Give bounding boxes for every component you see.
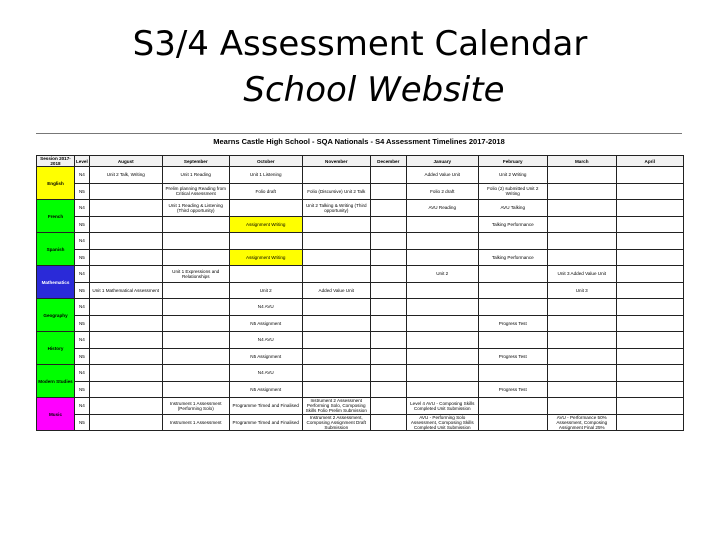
calendar-cell: Unit 1 Expressions and Relationships xyxy=(162,266,229,283)
column-header: August xyxy=(89,156,162,167)
calendar-cell xyxy=(162,381,229,398)
subject-cell: Mathematics xyxy=(37,266,75,299)
calendar-cell xyxy=(616,315,683,332)
calendar-cell xyxy=(547,348,616,365)
calendar-cell xyxy=(547,216,616,233)
calendar-cell xyxy=(89,216,162,233)
level-cell: N5 xyxy=(75,216,90,233)
calendar-cell xyxy=(370,282,406,299)
calendar-cell xyxy=(616,183,683,200)
calendar-cell: N4 AVU xyxy=(229,299,302,316)
table-row xyxy=(37,200,684,217)
calendar-cell xyxy=(370,200,406,217)
calendar-cell xyxy=(302,381,370,398)
calendar-cell xyxy=(302,299,370,316)
calendar-cell: Folio (Discursive) Unit 2 Talk xyxy=(302,183,370,200)
level-cell: N5 xyxy=(75,381,90,398)
table-row xyxy=(37,249,684,266)
slide-subtitle: School Website xyxy=(243,70,505,110)
calendar-cell xyxy=(406,348,478,365)
calendar-cell xyxy=(478,414,547,431)
calendar-cell xyxy=(547,183,616,200)
calendar-cell: Unit 2 xyxy=(229,282,302,299)
column-header: September xyxy=(162,156,229,167)
calendar-cell xyxy=(370,233,406,250)
column-header: Level xyxy=(75,156,90,167)
calendar-cell xyxy=(616,167,683,184)
calendar-cell xyxy=(370,332,406,349)
calendar-cell xyxy=(162,365,229,382)
calendar-cell xyxy=(302,348,370,365)
calendar-cell xyxy=(547,249,616,266)
calendar-cell xyxy=(89,266,162,283)
calendar-cell xyxy=(302,365,370,382)
calendar-cell: Instrument 1 Assessment (Performing Solo) xyxy=(162,398,229,415)
calendar-cell xyxy=(162,282,229,299)
calendar-cell xyxy=(547,381,616,398)
calendar-cell: Unit 1 Reading & Listening (Third opportunity) xyxy=(162,200,229,217)
calendar-cell xyxy=(406,332,478,349)
calendar-cell xyxy=(406,315,478,332)
calendar-cell: Instrument 2 Assessment Performing Solo, Composing Skills Folio Prelim Submission xyxy=(302,398,370,415)
calendar-cell xyxy=(616,216,683,233)
calendar-cell xyxy=(302,249,370,266)
calendar-cell xyxy=(478,365,547,382)
column-header: January xyxy=(406,156,478,167)
calendar-cell: N4 AVU xyxy=(229,332,302,349)
calendar-cell: Prelim planning Reading from Critical Assessment xyxy=(162,183,229,200)
table-row xyxy=(37,365,684,382)
calendar-cell xyxy=(229,200,302,217)
column-header: November xyxy=(302,156,370,167)
calendar-cell xyxy=(370,183,406,200)
calendar-cell xyxy=(406,216,478,233)
calendar-cell xyxy=(547,332,616,349)
table-row xyxy=(37,398,684,415)
calendar-cell xyxy=(370,249,406,266)
calendar-cell: Progress Test xyxy=(478,315,547,332)
calendar-cell xyxy=(616,381,683,398)
calendar-cell xyxy=(302,332,370,349)
calendar-cell xyxy=(406,249,478,266)
level-cell: N4 xyxy=(75,398,90,415)
calendar-cell xyxy=(302,216,370,233)
calendar-cell xyxy=(89,200,162,217)
column-header: December xyxy=(370,156,406,167)
calendar-cell xyxy=(547,315,616,332)
calendar-cell xyxy=(406,233,478,250)
calendar-cell xyxy=(89,348,162,365)
calendar-cell xyxy=(370,167,406,184)
level-cell: N5 xyxy=(75,183,90,200)
level-cell: N4 xyxy=(75,167,90,184)
calendar-cell: Folio (2) submitted Unit 2 Writing xyxy=(478,183,547,200)
table-row xyxy=(37,233,684,250)
calendar-cell xyxy=(162,233,229,250)
calendar-cell xyxy=(616,233,683,250)
sheet-title: Mearns Castle High School - SQA Nationals - S4 Assessment Timelines 2017-2018 xyxy=(213,137,505,146)
subject-cell: Modern Studies xyxy=(37,365,75,398)
calendar-cell xyxy=(370,315,406,332)
calendar-cell xyxy=(89,183,162,200)
level-cell: N4 xyxy=(75,365,90,382)
table-row xyxy=(37,282,684,299)
level-cell: N5 xyxy=(75,414,90,431)
calendar-cell xyxy=(370,381,406,398)
calendar-cell xyxy=(406,381,478,398)
calendar-cell xyxy=(547,200,616,217)
level-cell: N5 xyxy=(75,348,90,365)
calendar-cell xyxy=(616,266,683,283)
calendar-cell xyxy=(162,315,229,332)
calendar-cell xyxy=(547,299,616,316)
calendar-cell xyxy=(89,332,162,349)
calendar-cell xyxy=(616,398,683,415)
level-cell: N5 xyxy=(75,282,90,299)
calendar-cell: Unit 2 Writing xyxy=(478,167,547,184)
level-cell: N4 xyxy=(75,299,90,316)
calendar-cell: N5 Assignment xyxy=(229,315,302,332)
calendar-cell xyxy=(370,365,406,382)
calendar-cell: AVU - Performance 50% Assessment, Composing Assignment Final 25% xyxy=(547,414,616,431)
calendar-cell xyxy=(406,365,478,382)
calendar-cell: Unit 3 xyxy=(547,282,616,299)
calendar-cell: AVU Talking xyxy=(478,200,547,217)
calendar-cell xyxy=(89,315,162,332)
calendar-cell xyxy=(616,332,683,349)
calendar-cell xyxy=(162,348,229,365)
calendar-cell xyxy=(89,414,162,431)
calendar-cell: Unit 1 Listening xyxy=(229,167,302,184)
calendar-cell: Unit 2 xyxy=(406,266,478,283)
calendar-cell: AVU Reading xyxy=(406,200,478,217)
calendar-cell xyxy=(478,233,547,250)
calendar-cell: N5 Assignment xyxy=(229,381,302,398)
calendar-cell: Added Value Unit xyxy=(406,167,478,184)
column-header: October xyxy=(229,156,302,167)
table-row xyxy=(37,216,684,233)
calendar-cell xyxy=(478,299,547,316)
subject-cell: English xyxy=(37,167,75,200)
calendar-cell xyxy=(89,233,162,250)
calendar-cell xyxy=(89,365,162,382)
calendar-cell xyxy=(302,167,370,184)
calendar-cell: Unit 3 Added Value Unit xyxy=(547,266,616,283)
calendar-cell: Instrument 2 Assessment, Composing Assignment Draft Submission xyxy=(302,414,370,431)
level-cell: N4 xyxy=(75,332,90,349)
subject-cell: French xyxy=(37,200,75,233)
level-cell: N5 xyxy=(75,315,90,332)
calendar-cell: Folio draft xyxy=(229,183,302,200)
calendar-cell: Unit 2 Talk, Writing xyxy=(89,167,162,184)
calendar-cell: Folio 2 draft xyxy=(406,183,478,200)
column-header: Session 2017-2018 xyxy=(37,156,75,167)
calendar-cell xyxy=(370,398,406,415)
calendar-cell: Programme Timed and Finalised xyxy=(229,414,302,431)
table-row xyxy=(37,348,684,365)
calendar-cell xyxy=(547,365,616,382)
calendar-cell xyxy=(89,299,162,316)
table-row xyxy=(37,315,684,332)
calendar-cell xyxy=(406,299,478,316)
calendar-cell xyxy=(229,233,302,250)
subject-cell: Music xyxy=(37,398,75,431)
table-row xyxy=(37,266,684,283)
calendar-cell xyxy=(616,282,683,299)
calendar-cell xyxy=(89,381,162,398)
calendar-cell xyxy=(406,282,478,299)
calendar-cell xyxy=(616,249,683,266)
calendar-cell xyxy=(162,249,229,266)
sheet-border xyxy=(36,133,682,134)
calendar-cell xyxy=(616,365,683,382)
calendar-cell xyxy=(302,233,370,250)
header-row xyxy=(37,156,684,167)
calendar-cell xyxy=(616,348,683,365)
calendar-cell: Talking Performance xyxy=(478,249,547,266)
calendar-cell: Programme Timed and Finalised xyxy=(229,398,302,415)
calendar-cell xyxy=(370,299,406,316)
table-row xyxy=(37,414,684,431)
calendar-cell: Talking Performance xyxy=(478,216,547,233)
calendar-cell: Unit 2 Talking & Writing (Third opportunity) xyxy=(302,200,370,217)
calendar-cell xyxy=(370,348,406,365)
table-row xyxy=(37,167,684,184)
subject-cell: Geography xyxy=(37,299,75,332)
table-row xyxy=(37,183,684,200)
calendar-cell: Unit 1 Mathematical Assessment xyxy=(89,282,162,299)
calendar-cell xyxy=(302,266,370,283)
calendar-cell xyxy=(478,398,547,415)
subject-cell: Spanish xyxy=(37,233,75,266)
calendar-cell xyxy=(616,414,683,431)
calendar-cell xyxy=(162,216,229,233)
calendar-cell: Assignment Writing xyxy=(229,249,302,266)
calendar-cell xyxy=(89,249,162,266)
level-cell: N5 xyxy=(75,249,90,266)
calendar-cell: N4 AVU xyxy=(229,365,302,382)
column-header: April xyxy=(616,156,683,167)
calendar-cell xyxy=(370,414,406,431)
column-header: March xyxy=(547,156,616,167)
calendar-cell xyxy=(229,266,302,283)
calendar-cell: Added Value Unit xyxy=(302,282,370,299)
calendar-cell: N5 Assignment xyxy=(229,348,302,365)
calendar-cell xyxy=(616,200,683,217)
level-cell: N4 xyxy=(75,233,90,250)
calendar-cell: Unit 1 Reading xyxy=(162,167,229,184)
calendar-cell: Instrument 1 Assessment xyxy=(162,414,229,431)
calendar-cell: AVU - Performing Solo Assessment, Composing Skills Completed Unit Submission xyxy=(406,414,478,431)
calendar-cell xyxy=(478,282,547,299)
calendar-cell: Progress Test xyxy=(478,381,547,398)
calendar-cell xyxy=(547,167,616,184)
column-header: February xyxy=(478,156,547,167)
level-cell: N4 xyxy=(75,200,90,217)
calendar-cell xyxy=(302,315,370,332)
table-row xyxy=(37,381,684,398)
calendar-cell xyxy=(370,266,406,283)
subject-cell: History xyxy=(37,332,75,365)
calendar-cell xyxy=(370,216,406,233)
table-row xyxy=(37,299,684,316)
assessment-calendar-table xyxy=(36,155,684,431)
calendar-cell xyxy=(478,266,547,283)
calendar-cell: Assignment Writing xyxy=(229,216,302,233)
calendar-cell xyxy=(89,398,162,415)
calendar-cell xyxy=(478,332,547,349)
calendar-cell xyxy=(547,233,616,250)
level-cell: N4 xyxy=(75,266,90,283)
calendar-cell: Level 4 AVU - Composing Skills Completed Unit Submission xyxy=(406,398,478,415)
calendar-cell xyxy=(162,332,229,349)
slide-title: S3/4 Assessment Calendar xyxy=(132,24,588,64)
calendar-cell xyxy=(616,299,683,316)
calendar-cell xyxy=(162,299,229,316)
calendar-cell xyxy=(547,398,616,415)
table-row xyxy=(37,332,684,349)
calendar-cell: Progress Test xyxy=(478,348,547,365)
